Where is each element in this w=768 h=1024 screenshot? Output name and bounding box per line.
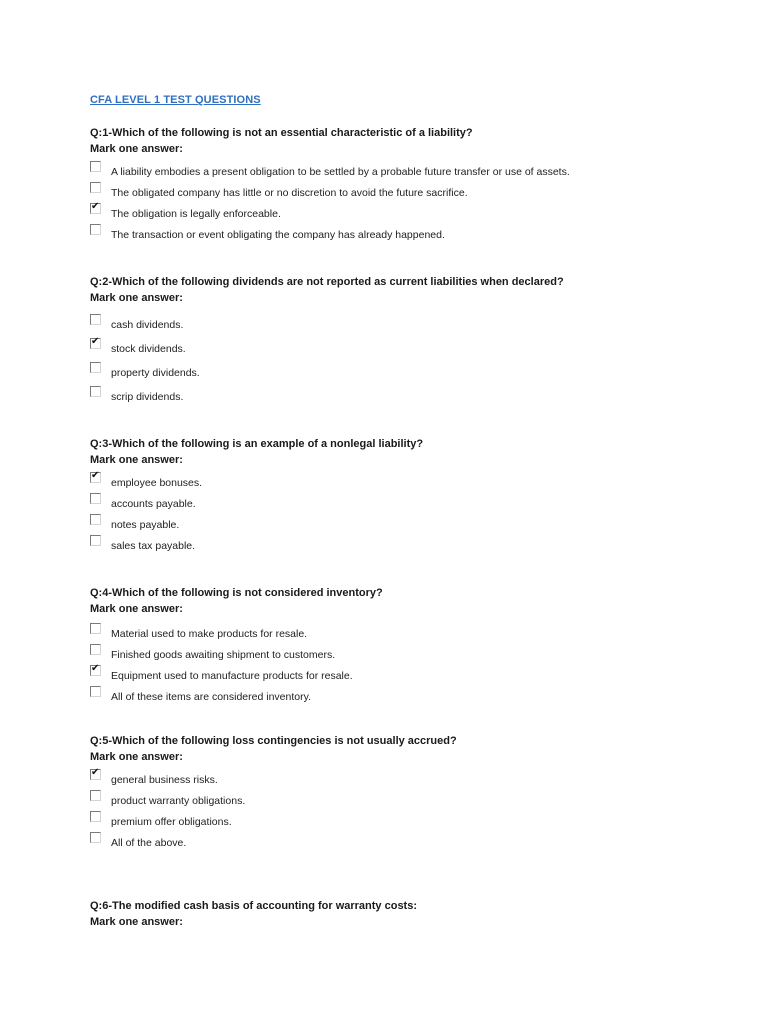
option-label: general business risks. xyxy=(111,774,218,786)
option-label: property dividends. xyxy=(111,367,200,379)
checkbox[interactable] xyxy=(90,203,101,214)
option-item[interactable] xyxy=(90,627,383,641)
option-label: The transaction or event obligating the company has already happened. xyxy=(111,229,445,241)
question-4 xyxy=(90,585,383,704)
question-1 xyxy=(90,125,570,242)
option-label: notes payable. xyxy=(111,519,180,531)
option-label: stock dividends. xyxy=(111,343,186,355)
question-text: Q:3-Which of the following is an example of a nonlegal liability? xyxy=(90,438,424,450)
checkbox[interactable] xyxy=(90,362,101,373)
checkbox[interactable] xyxy=(90,790,101,801)
question-text: Q:1-Which of the following is not an essential characteristic of a liability? xyxy=(90,127,473,139)
option-item[interactable] xyxy=(90,690,383,704)
checkbox[interactable] xyxy=(90,811,101,822)
mark-instruction: Mark one answer: xyxy=(90,603,183,615)
option-item[interactable] xyxy=(90,228,570,242)
checkbox[interactable] xyxy=(90,314,101,325)
check-icon: ✔ xyxy=(91,767,100,778)
option-item[interactable] xyxy=(90,518,423,532)
option-item[interactable] xyxy=(90,390,564,404)
option-label: accounts payable. xyxy=(111,498,196,510)
option-item[interactable] xyxy=(90,663,383,683)
option-label: All of these items are considered inventory. xyxy=(111,691,311,703)
checkbox[interactable] xyxy=(90,161,101,172)
option-item[interactable] xyxy=(90,165,570,179)
mark-instruction: Mark one answer: xyxy=(90,143,183,155)
option-item[interactable] xyxy=(90,497,423,511)
mark-instruction: Mark one answer: xyxy=(90,292,183,304)
check-icon: ✔ xyxy=(91,663,100,674)
question-2 xyxy=(90,274,564,404)
option-item[interactable] xyxy=(90,201,570,221)
option-item[interactable] xyxy=(90,186,570,200)
check-icon: ✔ xyxy=(91,336,100,347)
option-label: sales tax payable. xyxy=(111,540,196,552)
question-text: Q:5-Which of the following loss contingencies is not usually accrued? xyxy=(90,735,457,747)
option-label: Material used to make products for resale. xyxy=(111,628,308,640)
option-label: Equipment used to manufacture products for resale. xyxy=(111,670,353,682)
question-3 xyxy=(90,436,423,553)
option-label: employee bonuses. xyxy=(111,477,203,489)
mark-instruction: Mark one answer: xyxy=(90,454,183,466)
check-icon: ✔ xyxy=(91,470,100,481)
mark-instruction: Mark one answer: xyxy=(90,916,183,928)
option-label: Finished goods awaiting shipment to customers. xyxy=(111,649,336,661)
option-item[interactable] xyxy=(90,794,457,808)
check-icon: ✔ xyxy=(91,201,100,212)
question-text: Q:6-The modified cash basis of accounting for warranty costs: xyxy=(90,900,418,912)
option-item[interactable] xyxy=(90,539,423,553)
checkbox[interactable] xyxy=(90,832,101,843)
question-6 xyxy=(90,898,417,930)
option-label: scrip dividends. xyxy=(111,391,184,403)
checkbox[interactable] xyxy=(90,665,101,676)
question-text: Q:4-Which of the following is not considered inventory? xyxy=(90,587,383,599)
option-item[interactable] xyxy=(90,836,457,850)
option-item[interactable] xyxy=(90,336,564,356)
option-item[interactable] xyxy=(90,767,457,787)
checkbox[interactable] xyxy=(90,493,101,504)
option-label: product warranty obligations. xyxy=(111,795,246,807)
option-item[interactable] xyxy=(90,470,423,490)
option-label: premium offer obligations. xyxy=(111,816,232,828)
option-label: All of the above. xyxy=(111,837,187,849)
option-item[interactable] xyxy=(90,318,564,332)
checkbox[interactable] xyxy=(90,386,101,397)
checkbox[interactable] xyxy=(90,224,101,235)
mark-instruction: Mark one answer: xyxy=(90,751,183,763)
option-label: The obligation is legally enforceable. xyxy=(111,208,281,220)
option-label: A liability embodies a present obligation to be settled by a probable future transfer or use of assets. xyxy=(111,166,570,178)
option-item[interactable] xyxy=(90,366,564,380)
checkbox[interactable] xyxy=(90,623,101,634)
option-label: The obligated company has little or no discretion to avoid the future sacrifice. xyxy=(111,187,468,199)
question-5 xyxy=(90,733,457,850)
document-title: CFA LEVEL 1 TEST QUESTIONS xyxy=(90,94,261,106)
checkbox[interactable] xyxy=(90,686,101,697)
option-item[interactable] xyxy=(90,648,383,662)
checkbox[interactable] xyxy=(90,472,101,483)
option-label: cash dividends. xyxy=(111,319,184,331)
checkbox[interactable] xyxy=(90,644,101,655)
option-item[interactable] xyxy=(90,815,457,829)
checkbox[interactable] xyxy=(90,338,101,349)
checkbox[interactable] xyxy=(90,514,101,525)
checkbox[interactable] xyxy=(90,182,101,193)
checkbox[interactable] xyxy=(90,769,101,780)
checkbox[interactable] xyxy=(90,535,101,546)
question-text: Q:2-Which of the following dividends are not reported as current liabilities when declared? xyxy=(90,276,564,288)
